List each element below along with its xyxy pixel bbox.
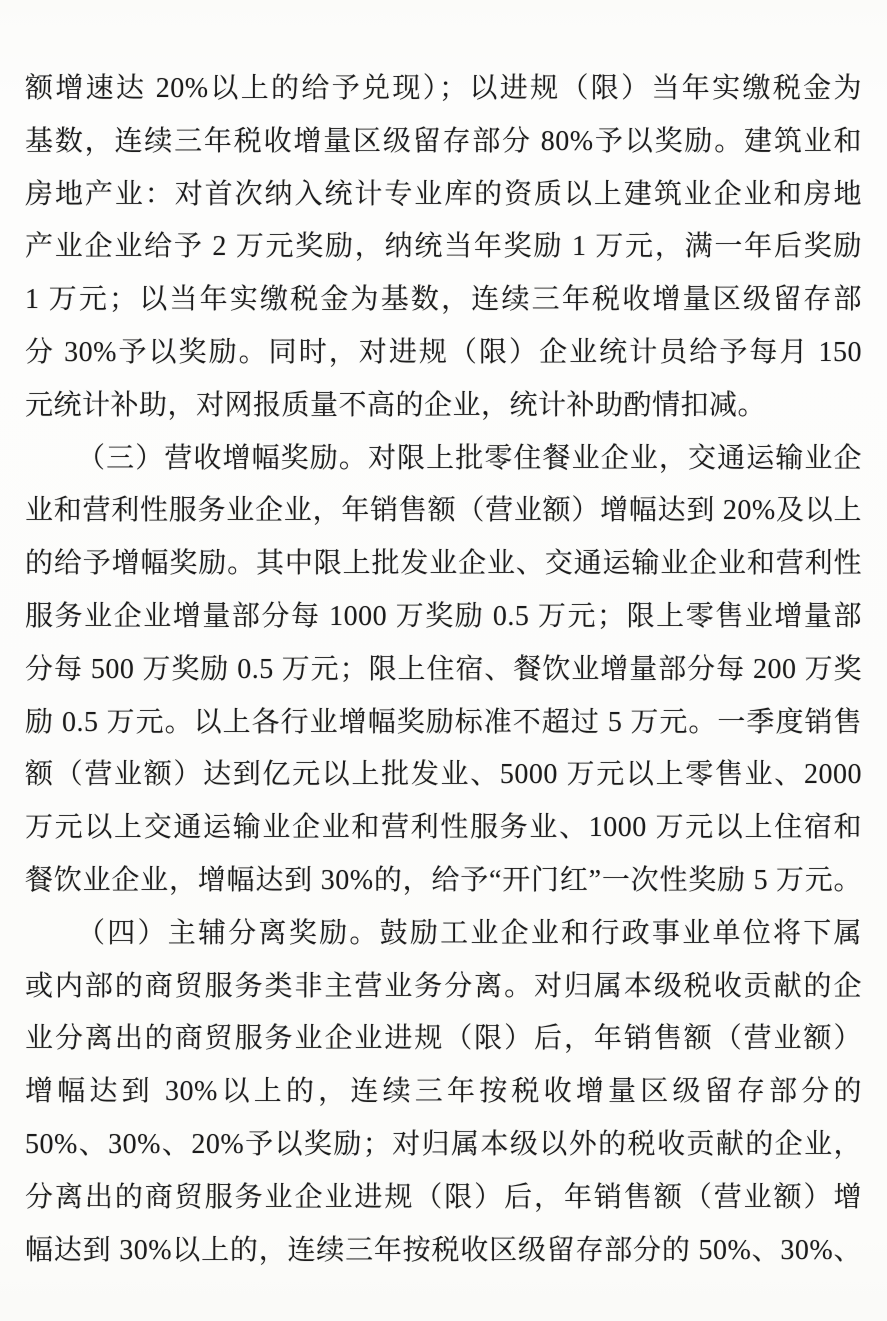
text-line: 分 30%予以奖励。同时，对进规（限）企业统计员给予每月 150 [25, 336, 862, 368]
text-line: 元统计补助，对网报质量不高的企业，统计补助酌情扣减。 [25, 389, 767, 421]
text-line: 房地产业：对首次纳入统计专业库的资质以上建筑业企业和房地 [25, 178, 862, 210]
text-line: 50%、30%、20%予以奖励；对归属本级以外的税收贡献的企业， [25, 1128, 862, 1160]
text-line: 基数，连续三年税收增量区级留存部分 80%予以奖励。建筑业和 [25, 125, 862, 157]
text-line: 产业企业给予 2 万元奖励，纳统当年奖励 1 万元，满一年后奖励 [25, 231, 862, 263]
text-line: 增幅达到 30%以上的，连续三年按税收增量区级留存部分的 [25, 1076, 862, 1108]
text-line: 餐饮业企业，增幅达到 30%的，给予“开门红”一次性奖励 5 万元。 [25, 864, 862, 896]
text-line: 额增速达 20%以上的给予兑现）；以进规（限）当年实缴税金为 [25, 73, 862, 104]
text-line: 的给予增幅奖励。其中限上批发业企业、交通运输业企业和营利性 [25, 548, 862, 580]
text-line: （四）主辅分离奖励。鼓励工业企业和行政事业单位将下属 [77, 917, 862, 949]
text-line: 幅达到 30%以上的，连续三年按税收区级留存部分的 50%、30%、 [25, 1234, 862, 1266]
document-body [25, 63, 862, 1277]
paragraph-main-auxiliary-separation-reward [25, 908, 862, 1278]
text-line: 分离出的商贸服务业企业进规（限）后，年销售额（营业额）增 [25, 1181, 862, 1213]
text-line: 1 万元；以当年实缴税金为基数，连续三年税收增量区级留存部 [25, 284, 862, 316]
paragraph-tax-reward-construction-realestate [25, 63, 862, 433]
paragraph-revenue-growth-reward [25, 433, 862, 908]
text-line: 业和营利性服务业企业，年销售额（营业额）增幅达到 20%及以上 [25, 495, 862, 527]
text-line: 或内部的商贸服务类非主营业务分离。对归属本级税收贡献的企 [25, 970, 862, 1002]
text-line: 业分离出的商贸服务业企业进规（限）后，年销售额（营业额） [25, 1023, 862, 1055]
text-line: 额（营业额）达到亿元以上批发业、5000 万元以上零售业、2000 [25, 759, 862, 791]
text-line: 服务业企业增量部分每 1000 万奖励 0.5 万元；限上零售业增量部 [25, 600, 862, 632]
text-line: （三）营收增幅奖励。对限上批零住餐业企业，交通运输业企 [77, 442, 862, 474]
text-line: 励 0.5 万元。以上各行业增幅奖励标准不超过 5 万元。一季度销售 [25, 706, 862, 738]
text-line: 分每 500 万奖励 0.5 万元；限上住宿、餐饮业增量部分每 200 万奖 [25, 653, 862, 685]
text-line: 万元以上交通运输业企业和营利性服务业、1000 万元以上住宿和 [25, 812, 862, 844]
